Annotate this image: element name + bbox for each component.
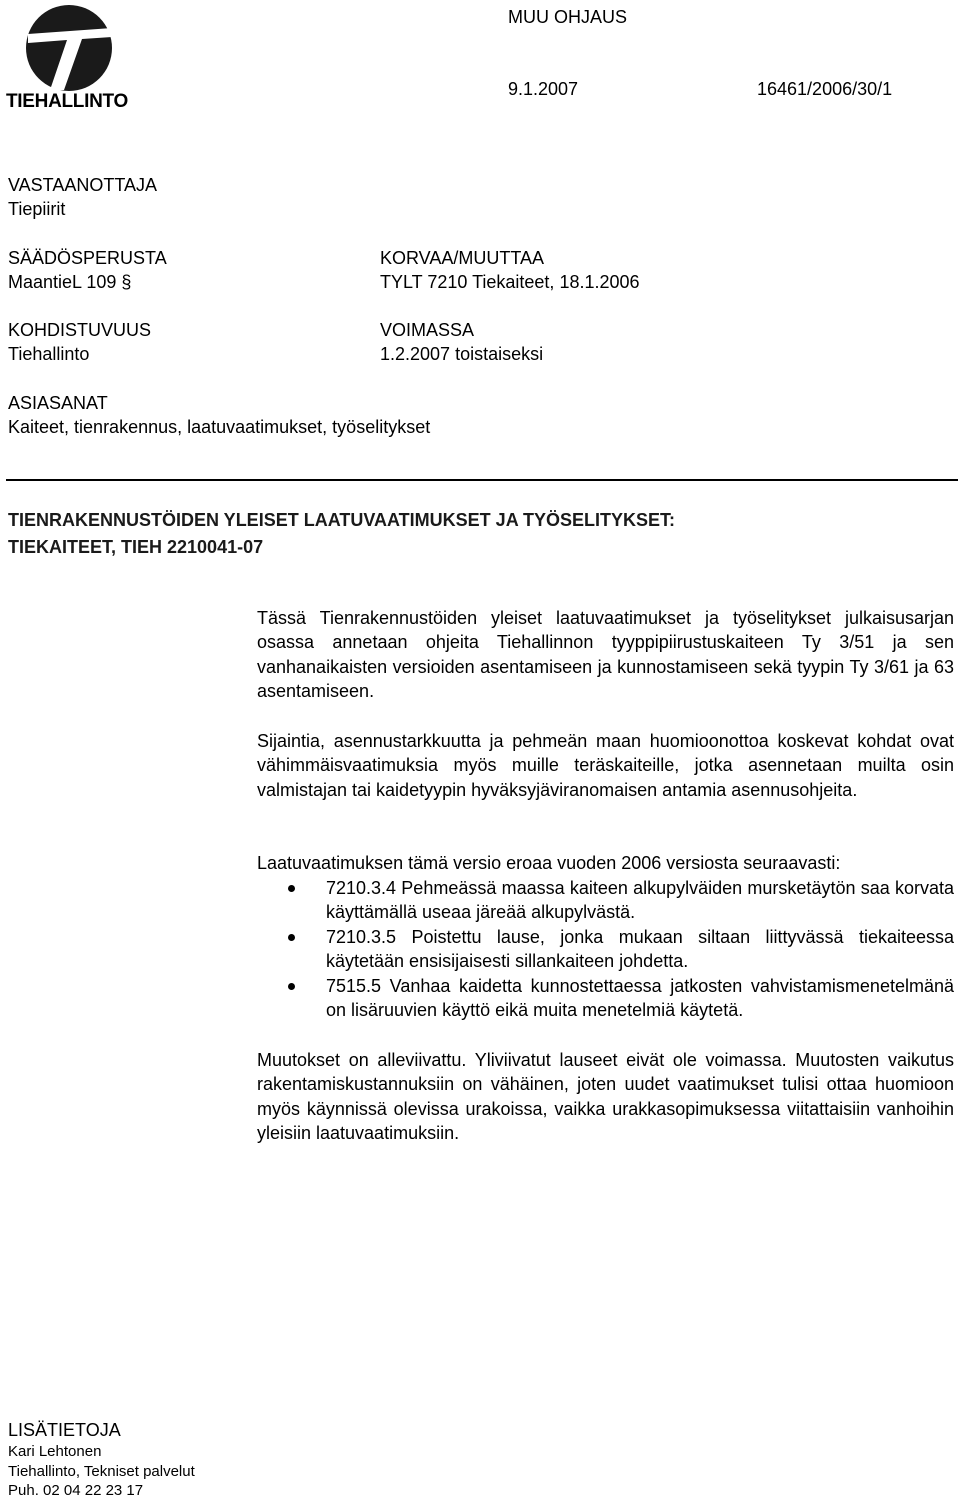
replaces-value: TYLT 7210 Tiekaiteet, 18.1.2006 [380, 272, 640, 292]
list-item [257, 925, 954, 974]
contact-phone: Puh. 02 04 22 23 17 [8, 1482, 144, 1499]
body-paragraph-2 [257, 729, 954, 802]
keywords-value: Kaiteet, tienrakennus, laatuvaatimukset, työselitykset [8, 417, 431, 437]
document-number: 16461/2006/30/1 [757, 79, 893, 99]
bullet-icon [288, 934, 295, 941]
paragraph-text: Tässä Tienrakennustöiden yleiset laatuvaatimukset ja työselitykset julkaisusarjan osassa annetaan ohjeita Tiehallinnon tyyppipiirustuskaiteen Ty 3/51 ja sen vanhanaikaisten versioiden asentamiseen ja kunnostamiseen sekä tyypin Ty 3/61 ja 63 asentamiseen. [257, 608, 954, 702]
contact-label: LISÄTIETOJA [8, 1420, 121, 1440]
list-item-text: 7515.5 Vanhaa kaidetta kunnostettaessa jatkosten vahvistamismenetelmänä on lisäruuvien käyttö eikä muita menetelmiä käytetä. [326, 975, 954, 1021]
statute-value: MaantieL 109 § [8, 272, 132, 292]
recipient-value: Tiepiirit [8, 199, 66, 219]
title-line-1: TIENRAKENNUSTÖIDEN YLEISET LAATUVAATIMUKSET JA TYÖSELITYKSET: [8, 510, 676, 530]
changes-intro [257, 851, 954, 875]
body-paragraph-3 [257, 1048, 954, 1146]
logo-wordmark: TIEHALLINTO [6, 91, 128, 112]
tiehallinto-emblem-icon [6, 4, 132, 94]
recipient-label: VASTAANOTTAJA [8, 175, 158, 195]
paragraph-text: Muutokset on alleviivattu. Yliviivatut lauseet eivät ole voimassa. Muutosten vaikutus rakentamiskustannuksiin on vähäinen, joten uudet vaatimukset tulisi ottaa huomioon myös käynnissä olevissa urakoissa, vaikka urakkasopimuksessa viitattaisiin vanhoihin yleisiin laatuvaatimuksiin. [257, 1050, 954, 1144]
document-date: 9.1.2007 [508, 79, 579, 99]
document-title [8, 507, 948, 561]
replaces-label: KORVAA/MUUTTAA [380, 248, 545, 268]
bullet-icon [288, 885, 295, 892]
list-item-text: 7210.3.4 Pehmeässä maassa kaiteen alkupylväiden mursketäytön saa korvata käyttämällä useaa järeää alkupylvästä. [326, 878, 954, 923]
contact-name: Kari Lehtonen [8, 1443, 102, 1460]
title-line-2: TIEKAITEET, TIEH 2210041-07 [8, 537, 264, 557]
valid-label: VOIMASSA [380, 320, 475, 340]
keywords-label: ASIASANAT [8, 393, 108, 413]
document-type: MUU OHJAUS [508, 7, 628, 27]
list-item [257, 974, 954, 1023]
list-item-text: 7210.3.5 Poistettu lause, jonka mukaan siltaan liittyvässä tiekaiteessa käytetään ensisijaisesti sillankaiteen johdetta. [326, 926, 954, 972]
audience-value: Tiehallinto [8, 344, 90, 364]
body-paragraph-1 [257, 606, 954, 704]
paragraph-text: Sijaintia, asennustarkkuutta ja pehmeän maan huomioonottoa koskevat kohdat ovat vähimmäisvaatimuksia myös muille teräskaiteille, jotka asennetaan muilta osin valmistajan tai kaidetyypin hyväksyjäviranomaisen antamia asennusohjeita. [257, 731, 954, 800]
list-item [257, 876, 954, 925]
paragraph-text: Laatuvaatimuksen tämä versio eroaa vuoden 2006 versiosta seuraavasti: [257, 853, 841, 873]
contact-organization: Tiehallinto, Tekniset palvelut [8, 1463, 195, 1480]
statute-label: SÄÄDÖSPERUSTA [8, 248, 167, 268]
valid-value: 1.2.2007 toistaiseksi [380, 344, 544, 364]
tiehallinto-logo [6, 4, 132, 116]
changes-list [257, 876, 954, 1022]
audience-label: KOHDISTUVUUS [8, 320, 152, 340]
header-divider [6, 479, 958, 481]
bullet-icon [288, 983, 295, 990]
